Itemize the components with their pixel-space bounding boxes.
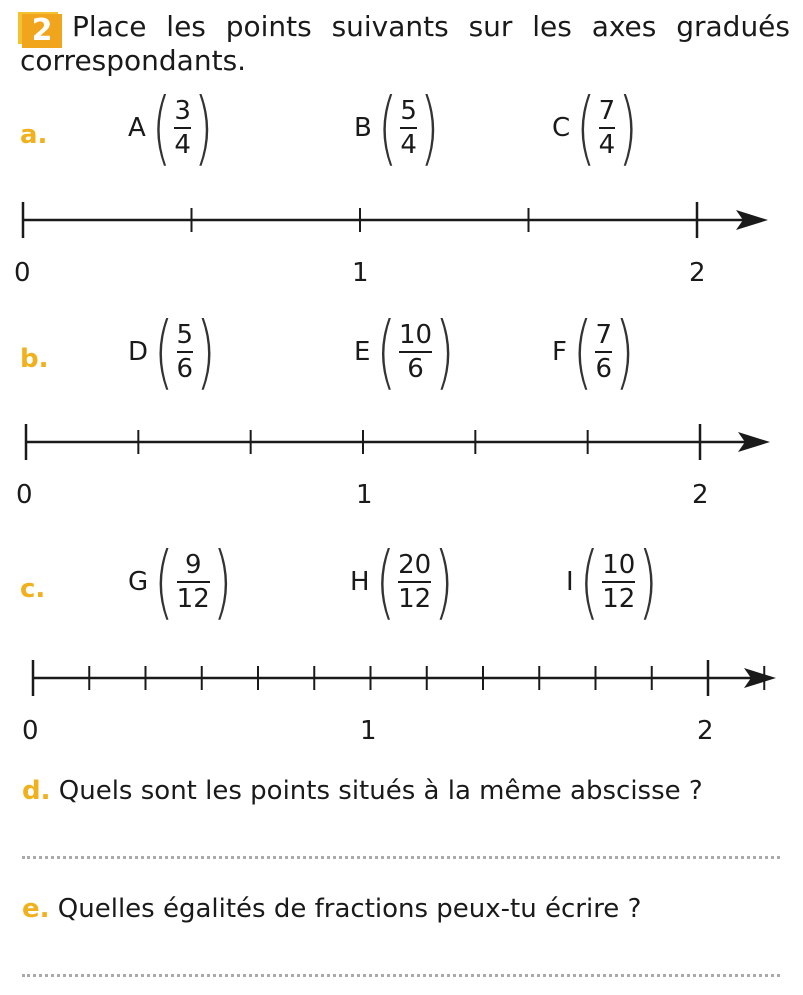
- point-name: B: [354, 113, 372, 143]
- number-line-c: [0, 648, 803, 708]
- denominator: 12: [602, 584, 636, 614]
- question-text: Quels sont les points situés à la même abscisse ?: [58, 776, 703, 806]
- point-name: F: [552, 337, 567, 367]
- answer-line-d[interactable]: [22, 856, 780, 859]
- axis-a-label-2: 2: [689, 258, 706, 288]
- point-b: [354, 81, 440, 175]
- point-c: [552, 81, 638, 175]
- axis-c-label-2: 2: [697, 716, 714, 746]
- left-paren: (: [377, 81, 398, 175]
- point-g: [128, 535, 233, 629]
- point-f: [552, 305, 635, 399]
- exercise-number: 2: [22, 14, 62, 48]
- axis-b-label-2: 2: [692, 480, 709, 510]
- part-b-letter: b.: [20, 344, 49, 374]
- point-e: [354, 305, 455, 399]
- right-paren: ): [435, 305, 455, 399]
- fraction-bar: [174, 127, 191, 129]
- right-paren: ): [618, 81, 638, 175]
- denominator: 6: [595, 354, 613, 384]
- point-name: E: [354, 337, 371, 367]
- fraction-bar: [400, 127, 417, 129]
- fraction: [572, 305, 635, 399]
- question-d: [22, 776, 703, 806]
- fraction-bar: [398, 581, 431, 583]
- numerator: 3: [174, 96, 191, 126]
- numerator: 7: [598, 96, 616, 126]
- axis-b-label-0: 0: [16, 480, 33, 510]
- fraction-bar: [602, 581, 635, 583]
- left-paren: (: [154, 535, 174, 629]
- right-paren: ): [419, 81, 440, 175]
- fraction: [154, 535, 233, 629]
- fraction-bar: [599, 127, 616, 129]
- fraction-bar: [177, 351, 194, 353]
- denominator: 4: [598, 130, 616, 160]
- fraction-bar: [399, 351, 432, 353]
- fraction: [576, 81, 638, 175]
- axis-a-label-0: 0: [14, 258, 31, 288]
- numerator: 10: [398, 320, 433, 350]
- fraction: [375, 535, 454, 629]
- point-name: H: [350, 567, 370, 597]
- numerator: 7: [595, 320, 613, 350]
- numerator: 10: [602, 550, 636, 580]
- fraction: [151, 81, 214, 175]
- numerator: 9: [184, 550, 202, 580]
- question-text: Quelles égalités de fractions peux-tu écrire ?: [57, 894, 642, 924]
- number-line-b: [0, 412, 803, 472]
- fraction: [154, 305, 216, 399]
- part-a-letter: a.: [20, 120, 48, 150]
- right-paren: ): [193, 81, 214, 175]
- point-name: I: [566, 567, 574, 597]
- fraction: [376, 305, 455, 399]
- denominator: 4: [400, 130, 417, 160]
- axis-c-label-0: 0: [22, 716, 39, 746]
- point-name: G: [128, 567, 149, 597]
- left-paren: (: [375, 535, 396, 629]
- axis-b-label-1: 1: [356, 480, 373, 510]
- point-name: C: [552, 113, 571, 143]
- left-paren: (: [572, 305, 593, 399]
- right-paren: ): [615, 305, 635, 399]
- instruction-line-1: Place les points suivants sur les axes gradués: [72, 10, 790, 43]
- left-paren: (: [376, 305, 396, 399]
- answer-line-e[interactable]: [22, 974, 780, 977]
- left-paren: (: [576, 81, 596, 175]
- fraction-bar: [595, 351, 612, 353]
- denominator: 6: [176, 354, 194, 384]
- numerator: 5: [176, 320, 194, 350]
- axis-c-label-1: 1: [360, 716, 377, 746]
- exercise-instruction: [20, 10, 790, 78]
- question-letter: e.: [22, 894, 50, 924]
- fraction: [377, 81, 440, 175]
- question-e: [22, 894, 641, 924]
- denominator: 12: [176, 584, 210, 614]
- axis-a-label-1: 1: [352, 258, 369, 288]
- point-a: [128, 81, 214, 175]
- point-name: A: [128, 113, 146, 143]
- denominator: 12: [398, 584, 432, 614]
- right-paren: ): [638, 535, 658, 629]
- left-paren: (: [154, 305, 174, 399]
- fraction-bar: [177, 581, 210, 583]
- right-paren: ): [196, 305, 216, 399]
- numerator: 20: [398, 550, 432, 580]
- point-i: [566, 535, 658, 629]
- denominator: 6: [407, 354, 424, 384]
- left-paren: (: [151, 81, 172, 175]
- point-h: [350, 535, 454, 629]
- fraction: [579, 535, 658, 629]
- denominator: 4: [174, 130, 191, 160]
- left-paren: (: [579, 535, 600, 629]
- right-paren: ): [212, 535, 233, 629]
- instruction-line-2: correspondants.: [20, 44, 247, 77]
- right-paren: ): [434, 535, 454, 629]
- point-d: [128, 305, 216, 399]
- question-letter: d.: [22, 776, 51, 806]
- point-name: D: [128, 337, 149, 367]
- number-line-a: [0, 190, 803, 250]
- part-c-letter: c.: [20, 574, 46, 604]
- numerator: 5: [400, 96, 417, 126]
